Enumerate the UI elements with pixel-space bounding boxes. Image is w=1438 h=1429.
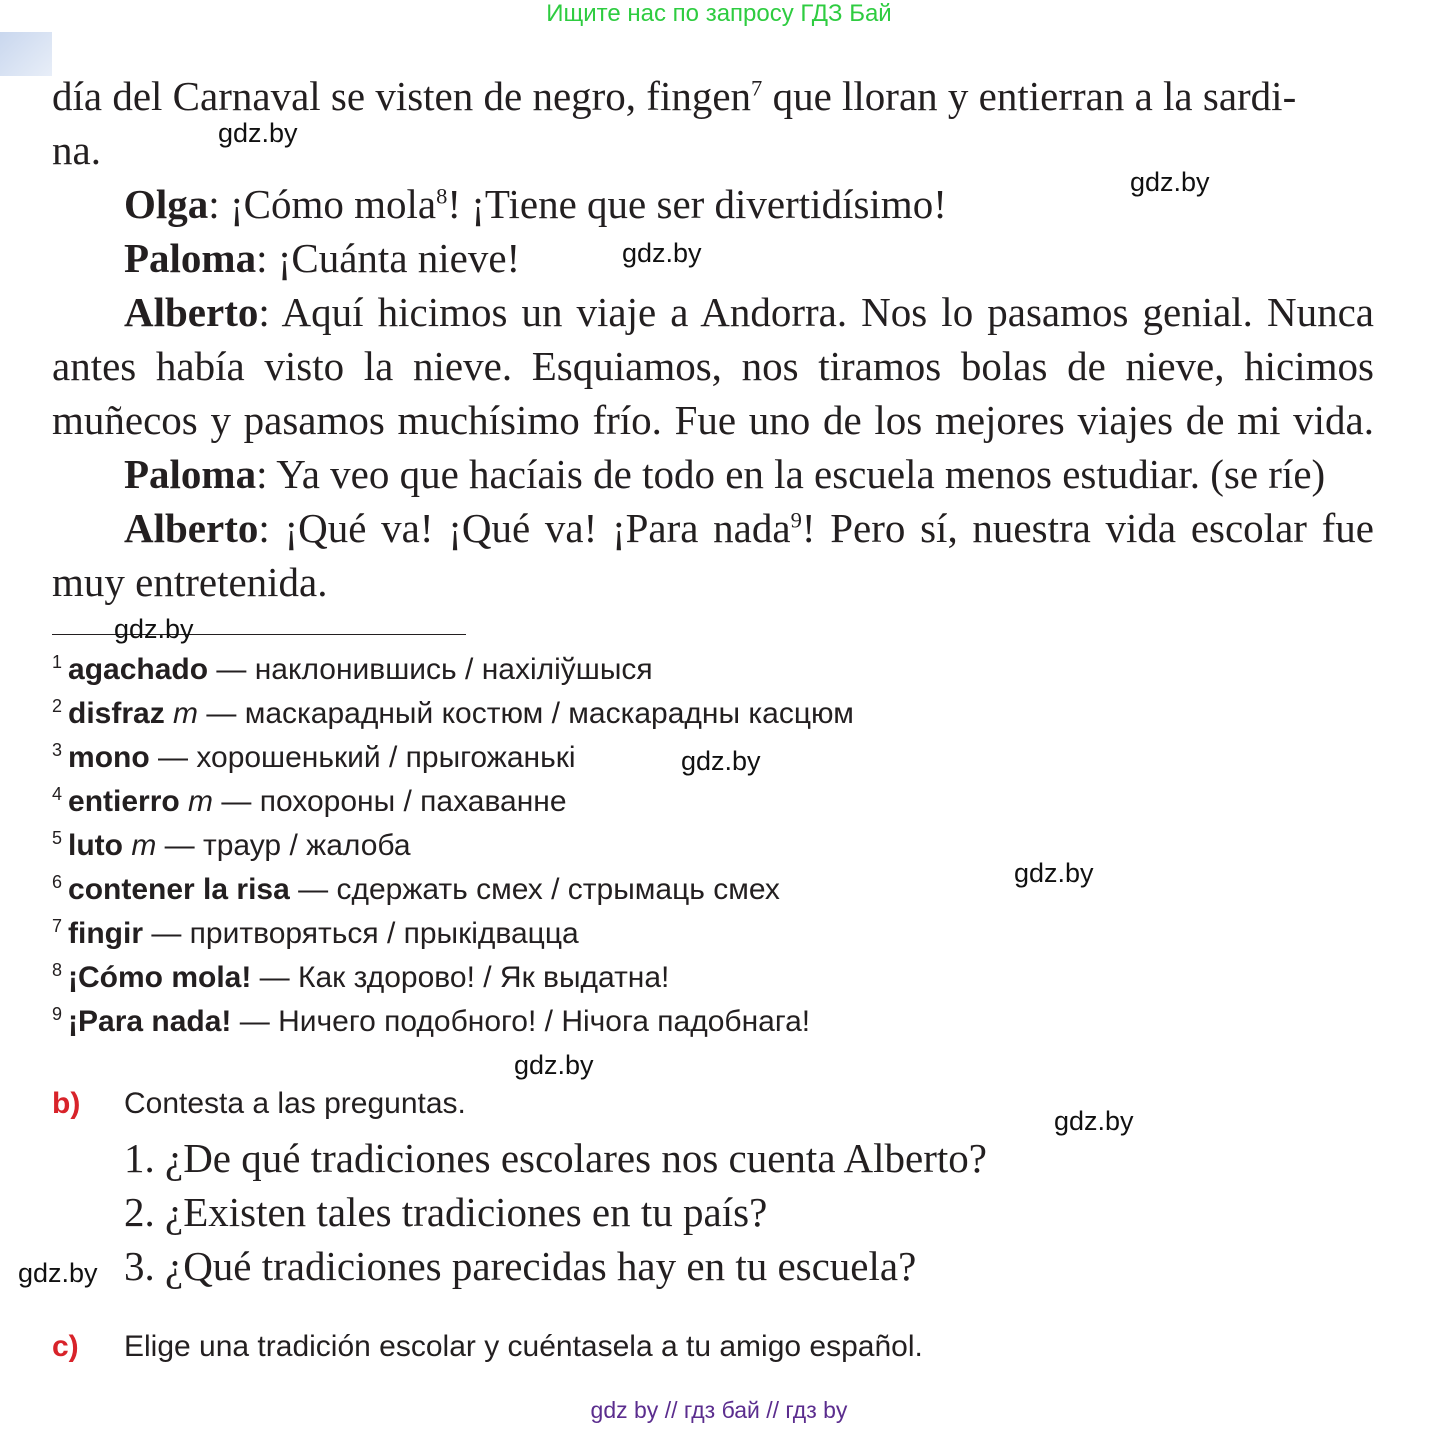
- footnote-6: $^6$ contener la risa — сдержать смех / стрымаць смех: [52, 872, 780, 906]
- dialogue-line-1: día del Carnaval se visten de negro, fingen$^7$ que lloran y entierran a la sardi-: [52, 73, 1297, 119]
- watermark: gdz.by: [1054, 1106, 1134, 1136]
- paloma-line-2: Paloma: Ya veo que hacíais de todo en la escuela menos estudiar. (se ríe): [124, 451, 1326, 497]
- question-2: 2. ¿Existen tales tradiciones en tu país?: [124, 1189, 768, 1235]
- footer-links: gdz by // гдз бай // гдз by: [590, 1397, 848, 1423]
- alberto-line-1: Alberto: Aquí hicimos un viaje a Andorra. Nos lo pasamos genial. Nunca: [124, 289, 1374, 335]
- speaker-alberto: Alberto: [124, 505, 259, 551]
- page-corner-decoration: [0, 32, 52, 76]
- watermark: gdz.by: [1130, 167, 1210, 197]
- footnote-4: $^4$ entierro m — похороны / пахаванне: [52, 784, 567, 818]
- footnote-3: $^3$ mono — хорошенький / прыгожанькі: [52, 740, 576, 774]
- watermark: gdz.by: [114, 614, 194, 644]
- alberto-line-5: muy entretenida.: [52, 559, 328, 605]
- task-c-instruction: Elige una tradición escolar y cuéntasela a tu amigo español.: [124, 1330, 923, 1363]
- speaker-paloma: Paloma: [124, 235, 257, 281]
- watermark: gdz.by: [218, 118, 298, 148]
- top-banner: Ищите нас по запросу ГДЗ Бай: [546, 0, 892, 27]
- watermark: gdz.by: [1014, 858, 1094, 888]
- olga-line: Olga: ¡Cómo mola$^8$! ¡Tiene que ser divertidísimo!: [124, 181, 947, 227]
- task-c-label: c): [52, 1330, 79, 1363]
- task-b-instruction: Contesta a las preguntas.: [124, 1087, 466, 1120]
- footnote-7: $^7$ fingir — притворяться / прыкідвацца: [52, 916, 579, 950]
- speaker-olga: Olga: [124, 181, 209, 227]
- watermark: gdz.by: [514, 1050, 594, 1080]
- speaker-paloma: Paloma: [124, 451, 257, 497]
- alberto-line-4: Alberto: ¡Qué va! ¡Qué va! ¡Para nada$^9$! Pero sí, nuestra vida escolar fue: [124, 505, 1374, 551]
- watermark: gdz.by: [681, 746, 761, 776]
- footnote-5: $^5$ luto m — траур / жалоба: [52, 828, 411, 862]
- footnote-9: $^9$ ¡Para nada! — Ничего подобного! / Нічога падобнага!: [52, 1004, 811, 1038]
- watermark: gdz.by: [18, 1258, 98, 1288]
- footnote-8: $^8$ ¡Cómo mola! — Как здорово! / Як выдатна!: [52, 960, 670, 994]
- alberto-line-3: muñecos y pasamos muchísimo frío. Fue uno de los mejores viajes de mi vida.: [52, 397, 1374, 443]
- footnote-2: $^2$ disfraz m — маскарадный костюм / маскарадны касцюм: [52, 696, 854, 730]
- footnote-1: $^1$ agachado — наклонившись / нахіліўшыся: [52, 652, 653, 686]
- task-b-label: b): [52, 1087, 81, 1120]
- question-3: 3. ¿Qué tradiciones parecidas hay en tu escuela?: [124, 1243, 917, 1289]
- question-1: 1. ¿De qué tradiciones escolares nos cuenta Alberto?: [124, 1135, 987, 1181]
- alberto-line-2: antes había visto la nieve. Esquiamos, nos tiramos bolas de nieve, hicimos: [52, 343, 1374, 389]
- watermark: gdz.by: [622, 238, 702, 268]
- dialogue-line-2: na.: [52, 127, 101, 173]
- speaker-alberto: Alberto: [124, 289, 259, 335]
- paloma-line-1: Paloma: ¡Cuánta nieve!: [124, 235, 521, 281]
